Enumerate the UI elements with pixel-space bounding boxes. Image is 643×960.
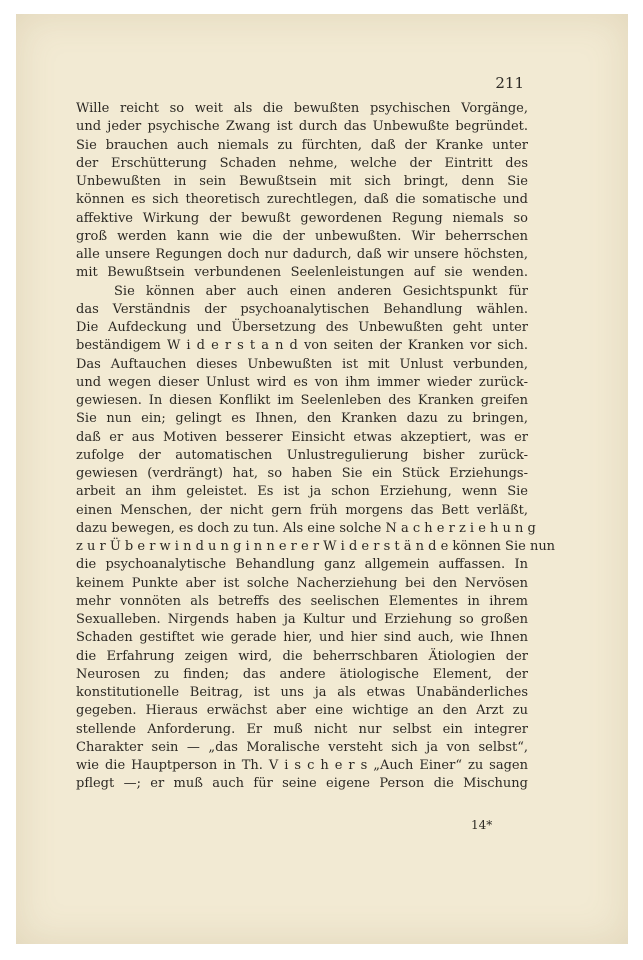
text-line: gegeben. Hieraus erwächst aber eine wichtige an den Arzt zu xyxy=(76,703,528,719)
text-line: Unbewußten in sein Bewußtsein mit sich bringt, denn Sie xyxy=(76,174,528,189)
body-text xyxy=(76,100,556,794)
paragraph-2 xyxy=(76,283,556,794)
text-line: arbeit an ihm geleistet. Es ist ja schon Erziehung, wenn Sie xyxy=(76,484,528,500)
text-line: und wegen dieser Unlust wird es von ihm immer wieder zurück- xyxy=(76,374,528,390)
text-line: und jeder psychische Zwang ist durch das Unbewußte begründet. xyxy=(76,119,528,135)
text-line: groß werden kann wie die der unbewußten. Wir beherrschen xyxy=(76,228,528,244)
page-number: 211 xyxy=(495,74,524,92)
text-line: pflegt —; er muß auch für seine eigene Person die Mischung xyxy=(76,776,528,792)
text-line: alle unsere Regungen doch nur dadurch, daß wir unsere höchsten, xyxy=(76,247,528,262)
text-line: mehr vonnöten als betreffs des seelischen Elementes in ihrem xyxy=(76,593,528,609)
text-line: Sie nun ein; gelingt es Ihnen, den Kranken dazu zu bringen, xyxy=(76,411,528,427)
text-line: gewiesen. In diesen Konflikt im Seelenleben des Kranken greifen xyxy=(76,393,528,408)
text-line: Charakter sein — „das Moralische versteht sich ja von selbst“, xyxy=(76,739,528,755)
text-line: Wille reicht so weit als die bewußten psychischen Vorgänge, xyxy=(76,101,528,116)
text-line: Sie brauchen auch niemals zu fürchten, daß der Kranke unter xyxy=(76,137,528,153)
text-line: affektive Wirkung der bewußt gewordenen Regung niemals so xyxy=(76,210,528,226)
text-line: stellende Anforderung. Er muß nicht nur selbst ein integrer xyxy=(76,721,528,737)
text-line: z u r Ü b e r w i n d u n g i n n e r e r W i d e r s t ä n d e können Sie nun xyxy=(76,539,556,554)
text-line: mit Bewußtsein verbundenen Seelenleistungen auf sie wenden. xyxy=(76,265,528,281)
text-line: können es sich theoretisch zurechtlegen, daß die somatische und xyxy=(76,192,528,208)
text-line: daß er aus Motiven besserer Einsicht etwas akzeptiert, was er xyxy=(76,429,528,445)
text-line: konstitutionelle Beitrag, ist uns ja als etwas Unabänderliches xyxy=(76,685,528,700)
text-line: wie die Hauptperson in Th. V i s c h e r s „Auch Einer“ zu sagen xyxy=(76,758,528,773)
text-line: zufolge der automatischen Unlustregulierung bisher zurück- xyxy=(76,447,528,463)
text-line: Die Aufdeckung und Übersetzung des Unbewußten geht unter xyxy=(76,320,528,335)
text-line: der Erschütterung Schaden nehme, welche der Eintritt des xyxy=(76,155,528,171)
text-line: Sie können aber auch einen anderen Gesichtspunkt für xyxy=(114,283,528,299)
text-line: Neurosen zu finden; das andere ätiologische Element, der xyxy=(76,666,528,682)
text-line: Schaden gestiftet wie gerade hier, und hier sind auch, wie Ihnen xyxy=(76,630,528,646)
text-line: gewiesen (verdrängt) hat, so haben Sie ein Stück Erziehungs- xyxy=(76,466,528,481)
text-line: dazu bewegen, es doch zu tun. Als eine solche N a c h e r z i e h u n g xyxy=(76,520,536,536)
book-page xyxy=(16,14,628,944)
text-line: die Erfahrung zeigen wird, die beherrschbaren Ätiologien der xyxy=(76,648,528,664)
text-line: einen Menschen, der nicht gern früh morgens das Bett verläßt, xyxy=(76,502,528,518)
text-line: Sexualleben. Nirgends haben ja Kultur und Erziehung so großen xyxy=(76,612,528,627)
text-line: die psychoanalytische Behandlung ganz allgemein auffassen. In xyxy=(76,557,528,573)
text-line: beständigem W i d e r s t a n d von seiten der Kranken vor sich. xyxy=(76,338,528,354)
text-line: das Verständnis der psychoanalytischen Behandlung wählen. xyxy=(76,301,528,317)
signature-mark: 14* xyxy=(471,818,493,832)
text-line: Das Auftauchen dieses Unbewußten ist mit Unlust verbunden, xyxy=(76,356,528,372)
paragraph-1 xyxy=(76,100,528,283)
text-line: keinem Punkte aber ist solche Nacherziehung bei den Nervösen xyxy=(76,575,528,591)
